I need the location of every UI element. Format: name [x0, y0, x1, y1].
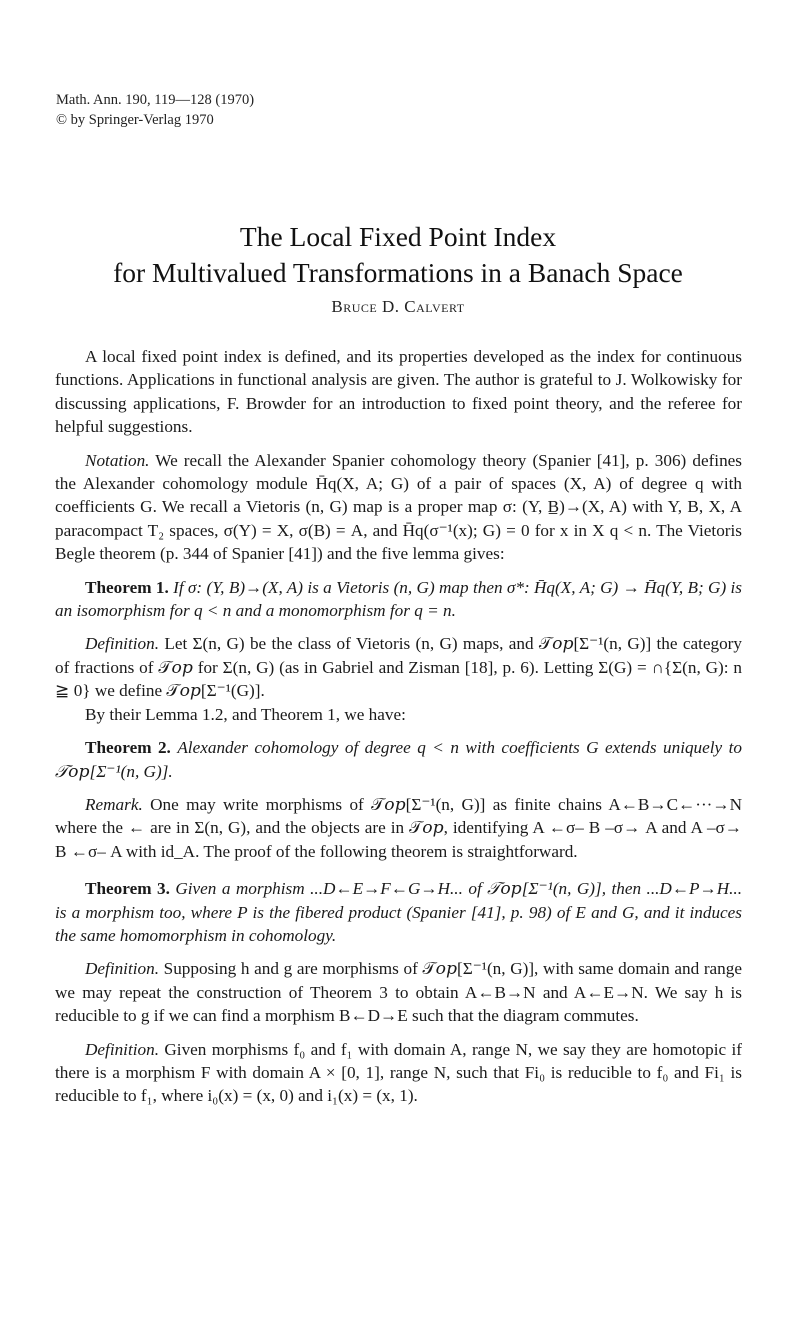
theorem-2: [55, 736, 742, 783]
journal-header: [56, 90, 254, 130]
definition-1-text: Let Σ(n, G) be the class of Vietoris (n, G) maps, and 𝒯𝑜𝑝[Σ⁻¹(n, G)] the category of fractions of 𝒯𝑜𝑝 for Σ(n, G) (as in Gabriel and Zisman [18], p. 6). Letting Σ(G) = ∩{Σ(n, G): n ≧ 0} we define 𝒯𝑜𝑝[Σ⁻¹(G)].: [55, 634, 742, 701]
theorem-3-text: Given a morphism ...D←E→F←G→H... of 𝒯𝑜𝑝[Σ⁻¹(n, G)], then ...D←P→H... is a morphism too, where P is the fibered product (Spanier [41], p. 98) of E and G, and it induces the same homomorphism in cohomology.: [55, 879, 743, 945]
remark-text: One may write morphisms of 𝒯𝑜𝑝[Σ⁻¹(n, G)] as finite chains A←B→C←···→N where the ← are in Σ(n, G), and the objects are in 𝒯𝑜𝑝, identifying A ←σ– B –σ→ A and A –σ→ B ←σ– A with id_A. The proof of the following theorem is straightforward.: [55, 794, 743, 861]
theorem-2-heading: Theorem 2.: [85, 738, 171, 758]
definition-1-lead: Definition.: [85, 634, 159, 654]
theorem-2-text: Alexander cohomology of degree q < n with coefficients G extends uniquely to 𝒯𝑜𝑝[Σ⁻¹(n, G)].: [55, 738, 743, 781]
title-line-2: for Multivalued Transformations in a Banach Space: [113, 257, 683, 288]
author-name: Bruce D. Calvert: [331, 297, 465, 316]
paper-body: [55, 345, 742, 1118]
theorem-1: [55, 576, 742, 623]
theorem-3-heading: Theorem 3.: [85, 879, 170, 899]
definition-1: [55, 632, 742, 702]
definition-2: [55, 957, 742, 1027]
theorem-1-text: If σ: (Y, B)→(X, A) is a Vietoris (n, G) map then σ*: H̄q(X, A; G) → H̄q(Y, B; G) is an isomorphism for q < n and a monomorphism for q = n.: [55, 577, 742, 621]
citation-line: Math. Ann. 190, 119—128 (1970): [56, 92, 255, 108]
notation-text: We recall the Alexander Spanier cohomology theory (Spanier [41], p. 306) defines the Alexander cohomology module H̄q(X, A; G) of a pair of spaces (X, A) of degree q with coefficients G. We recall a Vietoris (n, G) map is a proper map σ: (Y, B̲)→(X, A) with Y, B, X, A paracompact T₂ spaces, σ(Y) = X, σ(B) = A, and H̄q(σ⁻¹(x); G) = 0 for x in X q < n. The Vietoris Begle theorem (p. 344 of Spanier [41]) and the five lemma gives:: [55, 450, 742, 564]
theorem-3: [55, 877, 742, 947]
title-line-1: The Local Fixed Point Index: [239, 221, 557, 252]
copyright-line: © by Springer-Verlag 1970: [56, 112, 214, 128]
definition-2-lead: Definition.: [85, 959, 159, 979]
abstract-text: A local fixed point index is defined, and its properties developed as the index for continuous functions. Applications in functional analysis are given. The author is grateful to J. Wolkowisky for discussing applications, F. Browder for an introduction to fixed point theory, and the referee for helpful suggestions.: [55, 347, 742, 437]
definition-3-text: Given morphisms f₀ and f₁ with domain A, range N, we say they are homotopic if there is a morphism F with domain A × [0, 1], range N, such that Fi₀ is reducible to f₀ and Fi₁ is reducible to f₁, where i₀(x) = (x, 0) and i₁(x) = (x, 1).: [55, 1039, 743, 1106]
remark-paragraph: [55, 793, 742, 863]
paper-title: [0, 219, 796, 291]
notation-lead: Notation.: [85, 450, 150, 470]
lemma-line-text: By their Lemma 1.2, and Theorem 1, we have:: [85, 704, 406, 724]
abstract-paragraph: [55, 345, 742, 439]
remark-lead: Remark.: [85, 794, 143, 814]
theorem-1-heading: Theorem 1.: [85, 577, 169, 597]
notation-paragraph: [55, 449, 742, 566]
definition-3: [55, 1038, 742, 1108]
lemma-line: [55, 703, 742, 726]
definition-2-text: Supposing h and g are morphisms of 𝒯𝑜𝑝[Σ⁻¹(n, G)], with same domain and range we may repeat the construction of Theorem 3 to obtain A←B→N and A←E→N. We say h is reducible to g if we can find a morphism B←D→E such that the diagram commutes.: [55, 959, 743, 1026]
definition-3-lead: Definition.: [85, 1039, 159, 1059]
